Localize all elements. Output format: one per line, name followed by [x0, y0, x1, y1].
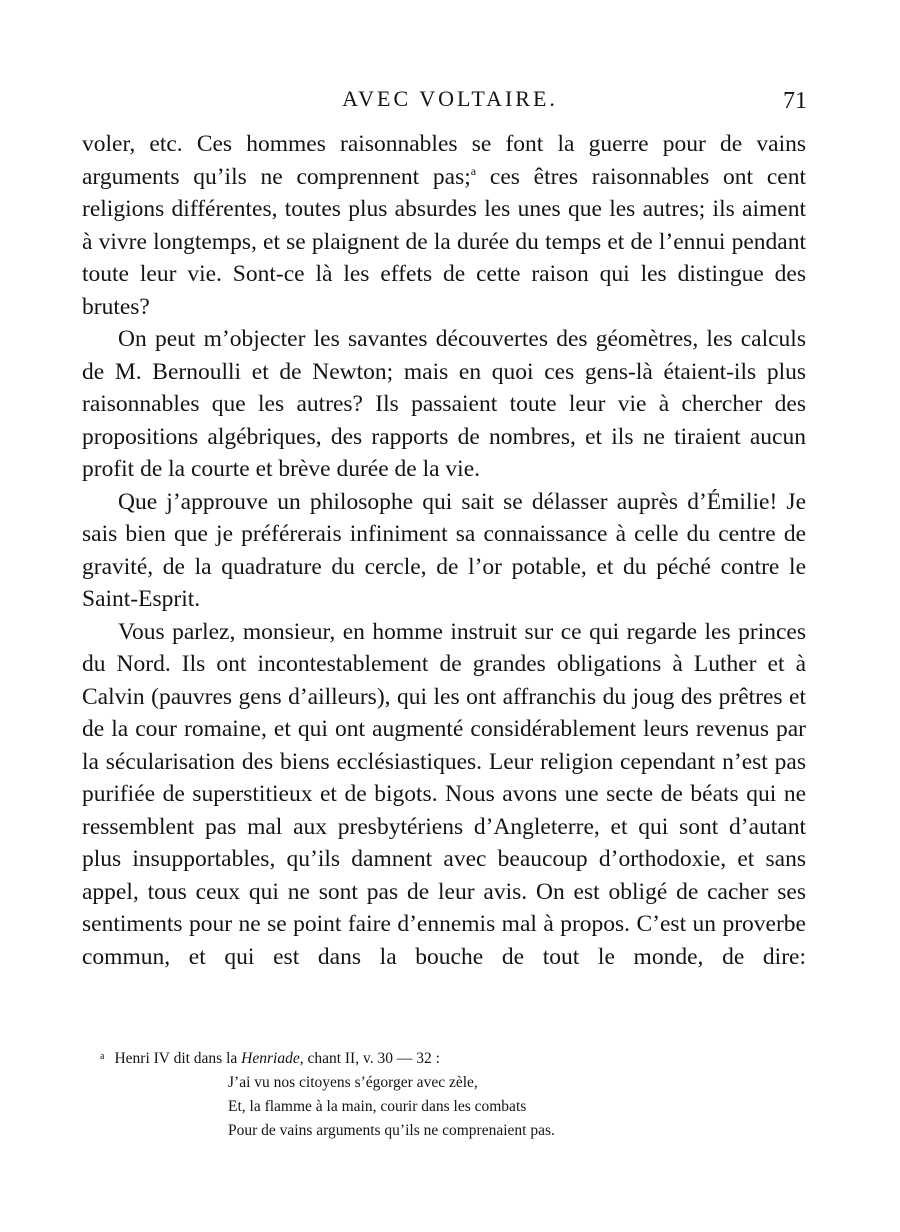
page-number: 71	[783, 88, 807, 114]
main-text	[82, 128, 806, 973]
footnote-work-title: Henriade,	[241, 1050, 304, 1067]
running-title: AVEC VOLTAIRE.	[342, 86, 558, 111]
footnote-reference: a	[470, 163, 477, 178]
verse-line-2: Et, la flamme à la main, courir dans les combats	[228, 1098, 527, 1115]
paragraph-2: On peut m’objecter les savantes découvertes des géomètres, les calculs de M. Bernoulli et de Newton; mais en quoi ces gens-là étaient-ils plus raisonnables que les autres? Ils passaient toute leur vie à chercher des propositions algébriques, des rapports de nombres, et ils ne tiraient aucun profit de la courte et brève durée de la vie.	[82, 326, 806, 482]
paragraph-1-before-note: voler, etc. Ces hommes raisonnables se font la guerre pour de vains arguments qu’ils ne comprennent pas;	[82, 131, 806, 190]
footnote-verses	[100, 1071, 800, 1143]
footnote-lead: Henri IV dit dans la	[114, 1050, 242, 1067]
footnote-reference-text: chant II, v. 30 — 32 :	[303, 1050, 440, 1067]
paragraph-1-after-note: ces êtres raisonnables ont cent religions différentes, toutes plus absurdes les unes que les autres; ils aiment à vivre longtemps, et se plaignent de la durée du temps et de l’ennui pendant toute leur vie. Sont-ce là les effets de cette raison qui les distingue des brutes?	[82, 163, 806, 320]
verse-line-3: Pour de vains arguments qu’ils ne comprenaient pas.	[228, 1122, 555, 1139]
paragraph-1	[82, 128, 806, 323]
verse-line-1: J’ai vu nos citoyens s’égorger avec zèle,	[228, 1074, 478, 1091]
paragraph-3: Que j’approuve un philosophe qui sait se délasser auprès d’Émilie! Je sais bien que je préférerais infiniment sa connaissance à celle du centre de gravité, de la quadrature du cercle, de l’or potable, et du péché contre le Saint-Esprit.	[82, 488, 806, 612]
footnote-marker: a	[100, 1051, 105, 1062]
paragraph-4: Vous parlez, monsieur, en homme instruit sur ce qui regarde les princes du Nord. Ils ont incontestablement de grandes obligations à Luther et à Calvin (pauvres gens d’ailleurs), qui les ont affranchis du joug des prêtres et de la cour romaine, et qui ont augmenté considérablement leurs revenus par la sécularisation des biens ecclésiastiques. Leur religion cependant n’est pas purifiée de superstitieux et de bigots. Nous avons une secte de béats qui ne ressemblent pas mal aux presbytériens d’Angleterre, et qui sont d’autant plus insupportables, qu’ils damnent avec beaucoup d’orthodoxie, et sans appel, tous ceux qui ne sont pas de leur avis. On est obligé de cacher ses sentiments pour ne se point faire d’ennemis mal à propos. C’est un proverbe commun, et qui est dans la bouche de tout le monde, de dire:	[82, 618, 806, 970]
footnote-citation	[100, 1045, 800, 1071]
footnote	[100, 1045, 800, 1143]
